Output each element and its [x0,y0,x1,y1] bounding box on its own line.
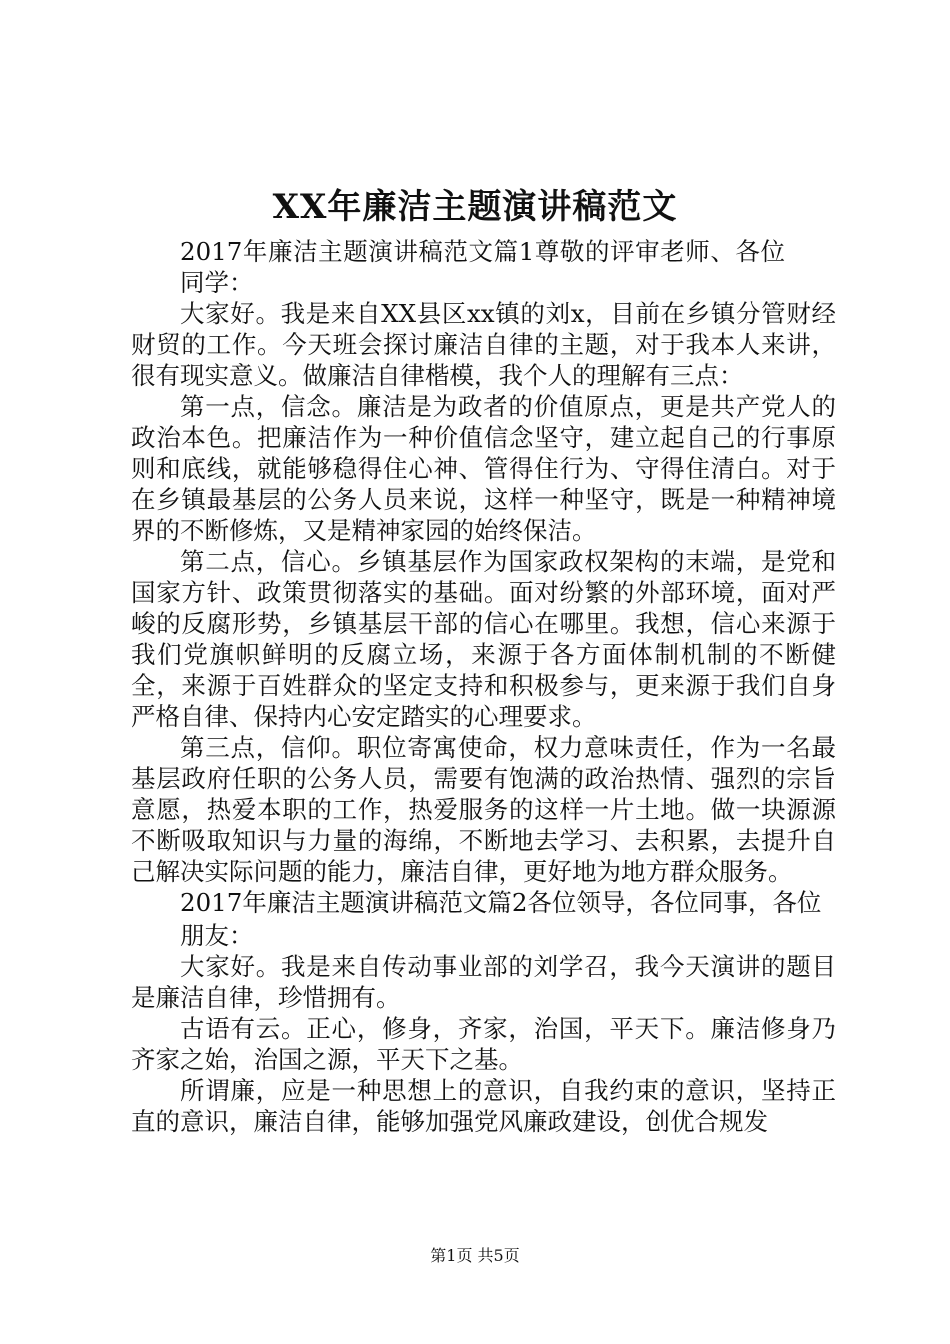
paragraph-3: 第一点，信念。廉洁是为政者的价值原点，更是共产党人的政治本色。把廉洁作为一种价值信念坚守，建立起自己的行事原则和底线，就能够稳得住心神、管得住行为、守得住清白。对于在乡镇最基层的公务人员来说，这样一种坚守，既是一种精神境界的不断修炼，又是精神家园的始终保洁。 [131,392,836,545]
paragraph-5: 第三点，信仰。职位寄寓使命，权力意味责任，作为一名最基层政府任职的公务人员，需要有饱满的政治热情、强烈的宗旨意愿，热爱本职的工作，热爱服务的这样一片土地。做一块源源不断吸取知识与力量的海绵，不断地去学习、去积累，去提升自己解决实际问题的能力，廉洁自律，更好地为地方群众服务。 [131,733,836,886]
paragraph-9: 古语有云。正心，修身，齐家，治国，平天下。廉洁修身乃齐家之始，治国之源，平天下之基。 [131,1014,836,1074]
paragraph-10: 所谓廉，应是一种思想上的意识，自我约束的意识，坚持正直的意识，廉洁自律，能够加强党风廉政建设，创优合规发 [131,1076,836,1136]
page-footer: 第1页 共5页 [430,1246,520,1265]
paragraph-7: 朋友： [180,921,254,950]
document-title: XX年廉洁主题演讲稿范文 [272,187,678,227]
paragraph-2: 大家好。我是来自XX县区xx镇的刘x，目前在乡镇分管财经财贸的工作。今天班会探讨廉洁自律的主题，对于我本人来讲，很有现实意义。做廉洁自律楷模，我个人的理解有三点： [131,299,836,390]
paragraph-6: 2017年廉洁主题演讲稿范文篇2各位领导，各位同事，各位 [180,888,822,917]
paragraph-1: 2017年廉洁主题演讲稿范文篇1尊敬的评审老师、各位同学： [180,237,785,297]
paragraph-8: 大家好。我是来自传动事业部的刘学召，我今天演讲的题目是廉洁自律，珍惜拥有。 [131,952,836,1012]
document-body [131,236,836,1137]
paragraph-4: 第二点，信心。乡镇基层作为国家政权架构的末端，是党和国家方针、政策贯彻落实的基础。面对纷繁的外部环境，面对严峻的反腐形势，乡镇基层干部的信心在哪里。我想，信心来源于我们党旗帜鲜明的反腐立场，来源于各方面体制机制的不断健全，来源于百姓群众的坚定支持和积极参与，更来源于我们自身严格自律、保持内心安定踏实的心理要求。 [131,547,836,731]
